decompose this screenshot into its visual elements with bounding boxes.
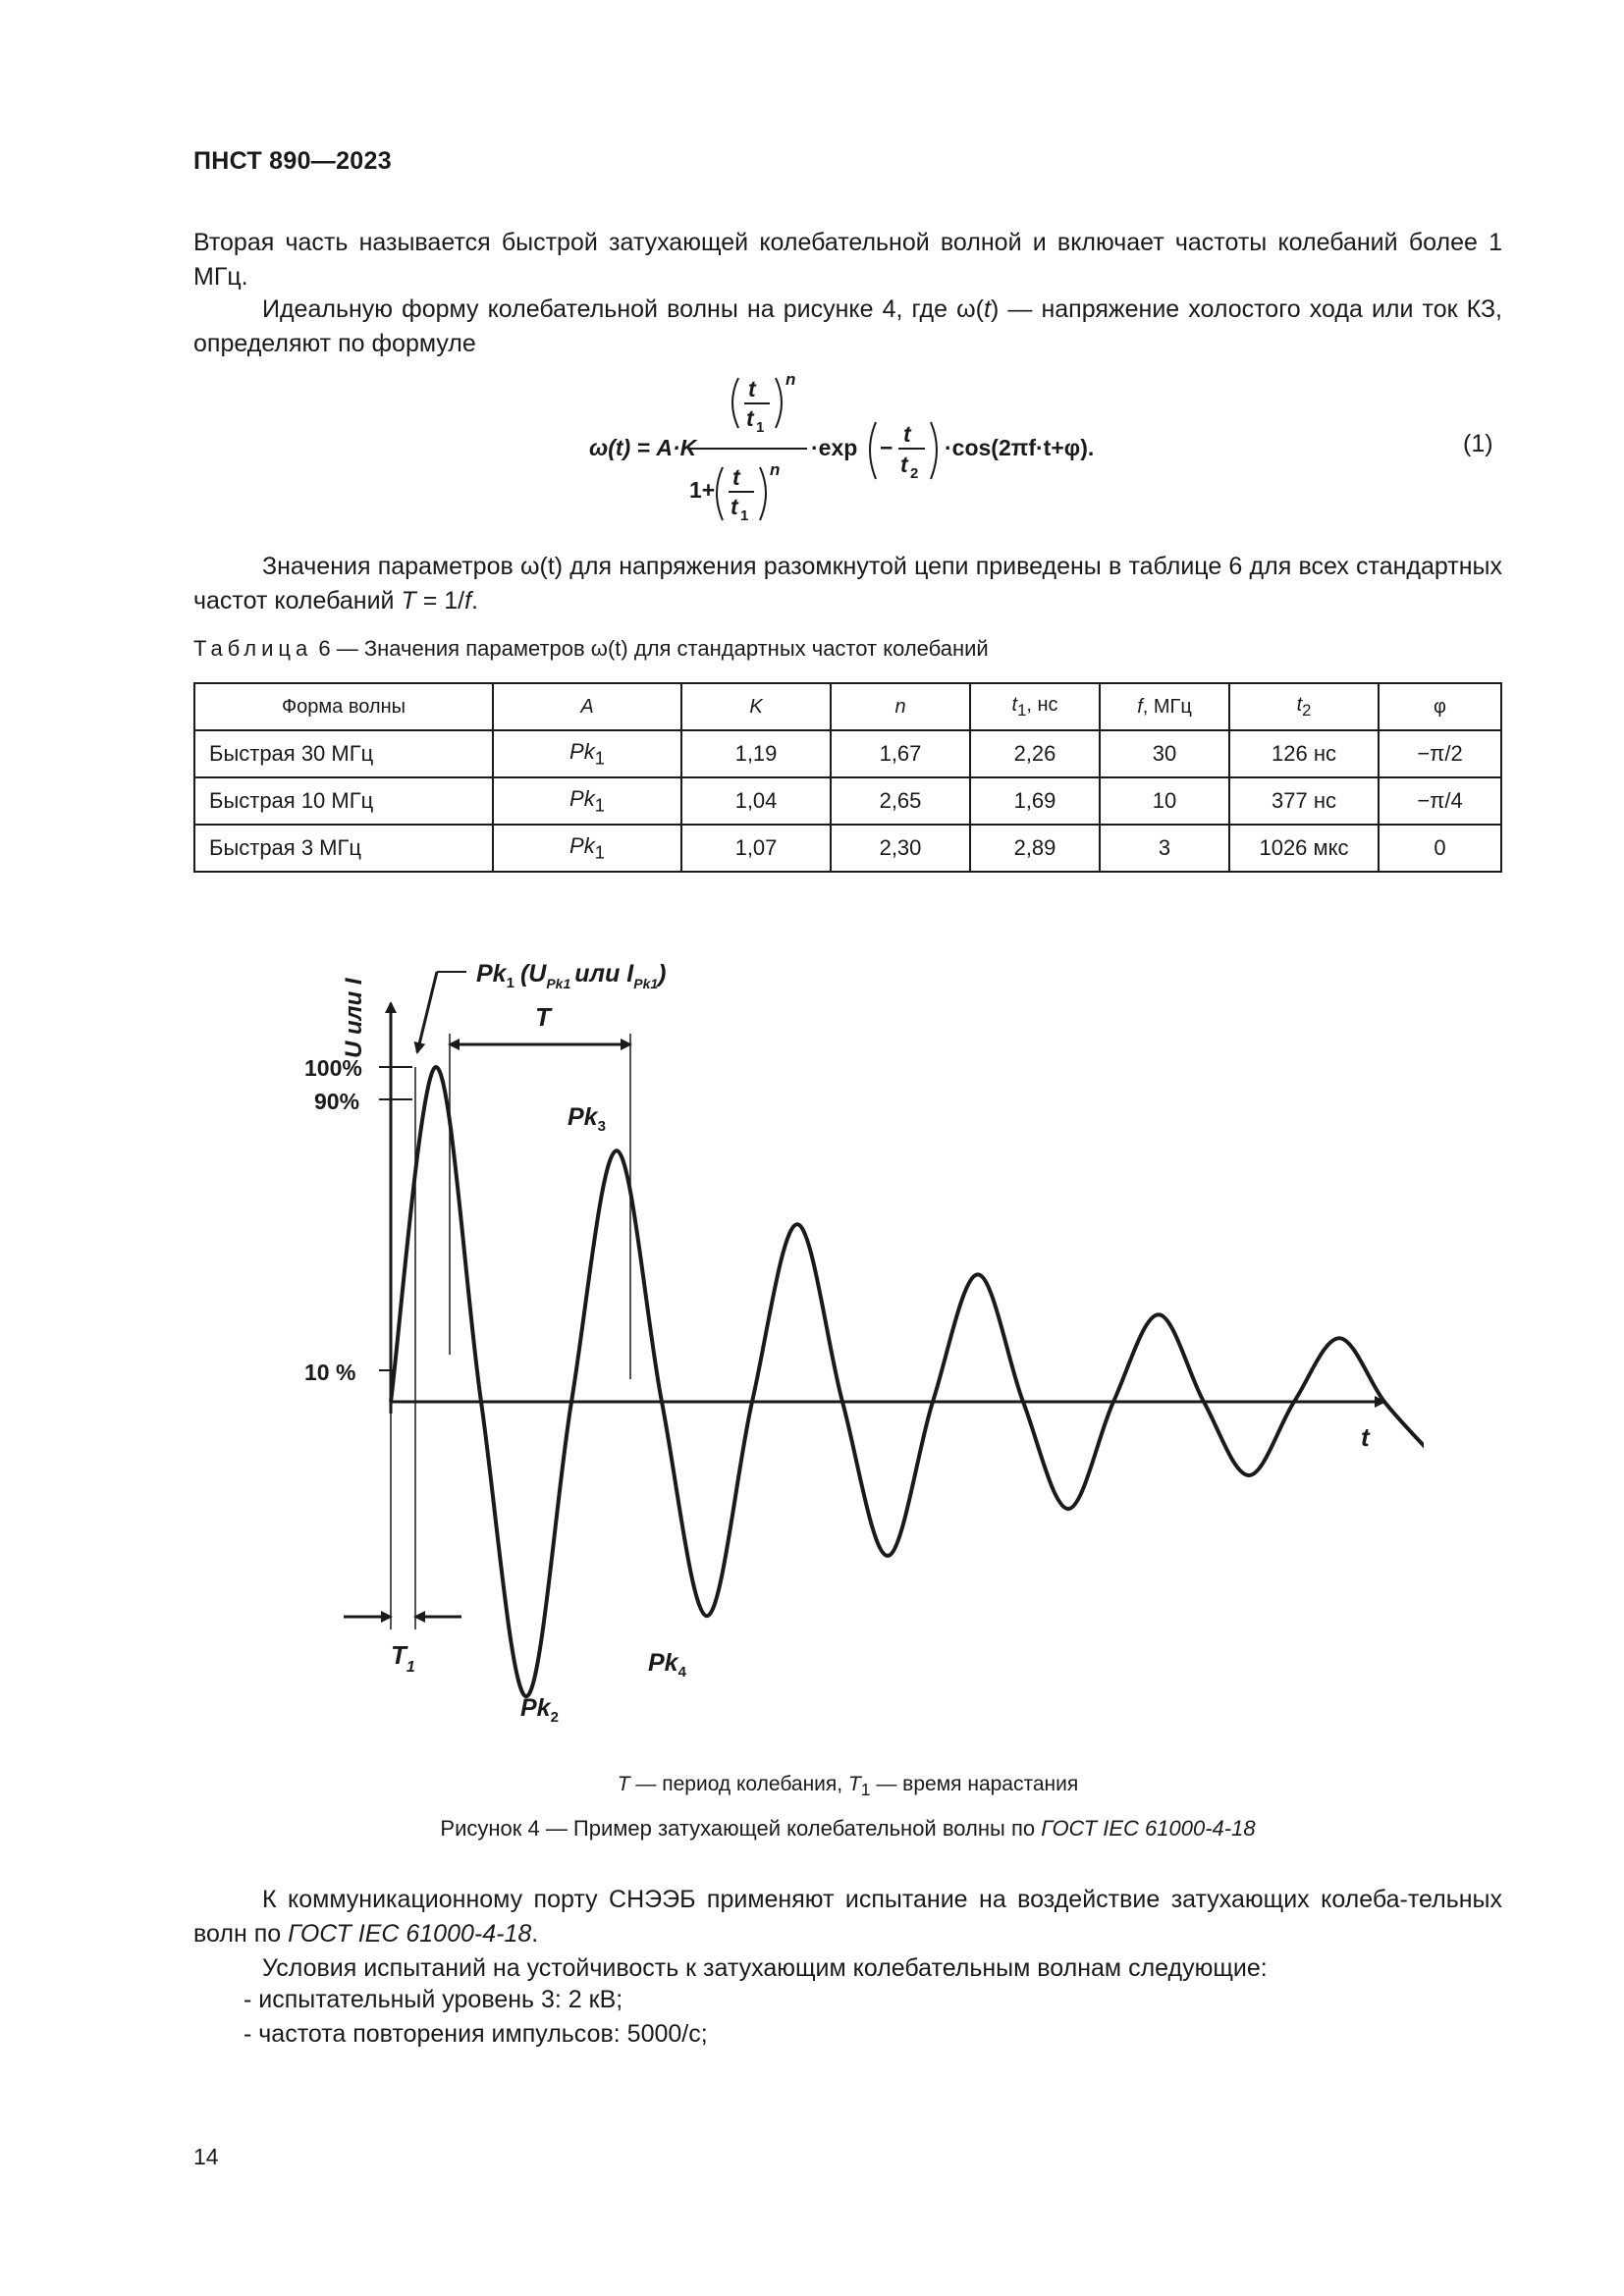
figure-caption-ref: ГОСТ IEC 61000-4-18 <box>1041 1816 1256 1841</box>
formula-exp-minus: − <box>880 435 893 460</box>
formula-den-one-plus: 1+ <box>689 477 716 503</box>
pk3-text: Pk <box>568 1103 598 1131</box>
paragraph-table-ref <box>193 550 1502 618</box>
cell-A-var: Pk <box>569 832 595 858</box>
figure-caption <box>193 1816 1502 1842</box>
th-n-text: n <box>894 695 906 718</box>
pk2-sub: 2 <box>550 1709 559 1726</box>
cell-wave: Быстрая 3 МГц <box>194 825 493 872</box>
th-t2 <box>1229 683 1379 730</box>
cell-A-sub: 1 <box>594 841 605 863</box>
p3-f: f <box>464 587 472 614</box>
table-caption <box>193 636 989 662</box>
cell-t1: 1,69 <box>970 777 1100 825</box>
paragraph-fast-wave-text: Вторая часть называется быстрой затухающей колебательной волной и включает частоты колебаний более 1 МГц. <box>193 229 1502 291</box>
cell-t1: 2,26 <box>970 730 1100 777</box>
p3-before: Значения параметров ω(t) для напряжения разомкнутой цепи приведены в таблице 6 для всех стандартных частот колебаний <box>193 553 1502 614</box>
th-wave: Форма волны <box>194 683 493 730</box>
cell-phi: −π/4 <box>1379 777 1501 825</box>
pk2-text: Pk <box>520 1694 551 1722</box>
cell-A-var: Pk <box>569 785 595 811</box>
pk1-close: ) <box>658 960 667 988</box>
formula-paren-right-exp <box>931 422 937 479</box>
formula-num-t: t <box>748 376 756 401</box>
rise-label-T: T <box>391 1640 406 1670</box>
pk3-label <box>568 1103 606 1135</box>
formula-cos: ·cos(2πf·t+φ). <box>945 435 1095 460</box>
p2-var-t: t <box>984 295 991 323</box>
pk1-sub: 1 <box>506 975 514 991</box>
paragraph-test-conditions: Условия испытаний на устойчивость к затухающим колебательным волнам следующие: <box>262 1954 1268 1982</box>
cell-A <box>493 777 681 825</box>
ytick-label-90: 90% <box>314 1089 360 1114</box>
figure-legend <box>193 1773 1502 1800</box>
parameters-table <box>193 682 1502 873</box>
th-t1-var: t <box>1011 693 1018 716</box>
cell-A <box>493 825 681 872</box>
formula-1 <box>579 363 1129 535</box>
document-id: ПНСТ 890—2023 <box>193 147 392 175</box>
cell-wave: Быстрая 30 МГц <box>194 730 493 777</box>
cell-t2: 1026 мкс <box>1229 825 1379 872</box>
cell-K: 1,07 <box>681 825 831 872</box>
ytick-label-100: 100% <box>304 1055 362 1081</box>
th-phi: φ <box>1379 683 1501 730</box>
cell-t2: 377 нс <box>1229 777 1379 825</box>
th-t1 <box>970 683 1100 730</box>
paragraph-fast-wave <box>193 226 1502 294</box>
formula-paren-right-den <box>760 467 766 520</box>
formula-exp-t: t <box>903 421 911 447</box>
legend-mid: — период колебания, <box>629 1773 848 1795</box>
cell-A-sub: 1 <box>594 747 605 769</box>
formula-den-t1-sub: 1 <box>740 507 749 524</box>
legend-T1-sub: 1 <box>860 1780 871 1800</box>
th-K-text: K <box>749 695 763 718</box>
legend-end: — время нарастания <box>870 1773 1079 1795</box>
th-f-var: f <box>1137 695 1143 718</box>
x-axis-label: t <box>1361 1422 1370 1452</box>
formula-num-exp-n: n <box>785 370 796 389</box>
table-caption-label: Таблица <box>193 636 313 661</box>
cell-n: 2,30 <box>831 825 970 872</box>
formula-lhs: ω(t) = A·K <box>589 435 697 460</box>
p4-ref: ГОСТ IEC 61000-4-18 <box>288 1920 532 1948</box>
waveform-curve <box>391 1067 1424 1696</box>
table-caption-text: 6 — Значения параметров ω(t) для стандартных частот колебаний <box>318 636 989 661</box>
p3-eq: = 1/ <box>415 587 465 614</box>
cell-wave: Быстрая 10 МГц <box>194 777 493 825</box>
cell-f: 10 <box>1100 777 1229 825</box>
pk1-u-sub: Pk1 <box>546 976 571 991</box>
ytick-label-10: 10 % <box>304 1360 356 1385</box>
pk4-text: Pk <box>648 1649 678 1677</box>
pk2-label <box>520 1694 559 1726</box>
cell-phi: −π/2 <box>1379 730 1501 777</box>
th-t2-sub: 2 <box>1302 700 1312 720</box>
th-t2-var: t <box>1296 693 1303 716</box>
paragraph-ideal-form <box>193 293 1502 361</box>
list-item: - частота повторения импульсов: 5000/с; <box>244 2020 708 2048</box>
th-K <box>681 683 831 730</box>
y-axis-label: U или I <box>341 978 367 1058</box>
pk4-label <box>648 1649 687 1681</box>
pk1-text: Pk <box>476 960 507 988</box>
th-n <box>831 683 970 730</box>
th-A-text: A <box>580 695 594 718</box>
paragraph-test-application <box>193 1883 1502 1951</box>
list-item: - испытательный уровень 3: 2 кВ; <box>244 1986 623 2013</box>
formula-paren-left-exp <box>870 422 876 479</box>
formula-den-exp-n: n <box>770 460 781 479</box>
table-row <box>194 730 1501 777</box>
cell-K: 1,04 <box>681 777 831 825</box>
legend-T: T <box>617 1773 630 1795</box>
pk1-paren: (U <box>519 960 547 988</box>
cell-A <box>493 730 681 777</box>
cell-n: 2,65 <box>831 777 970 825</box>
formula-paren-left-num <box>732 378 738 428</box>
pk1-i-sub: Pk1 <box>633 976 659 991</box>
formula-exp: ·exp <box>811 435 858 460</box>
p3-end: . <box>471 587 478 614</box>
formula-num-t1-sub: 1 <box>756 419 765 436</box>
rise-label <box>391 1640 415 1676</box>
table-row <box>194 825 1501 872</box>
cell-f: 30 <box>1100 730 1229 777</box>
cell-n: 1,67 <box>831 730 970 777</box>
th-t1-unit: , нс <box>1026 693 1058 716</box>
rise-label-sub: 1 <box>406 1659 415 1676</box>
formula-number: (1) <box>1463 430 1493 457</box>
page-number: 14 <box>193 2144 219 2169</box>
cell-t1: 2,89 <box>970 825 1100 872</box>
cell-phi: 0 <box>1379 825 1501 872</box>
pk3-sub: 3 <box>597 1118 606 1135</box>
th-t1-sub: 1 <box>1017 700 1027 720</box>
th-A <box>493 683 681 730</box>
formula-den-t: t <box>732 464 740 490</box>
th-f <box>1100 683 1229 730</box>
legend-T1: T <box>847 1773 861 1795</box>
formula-den-t1: t <box>731 494 738 519</box>
p3-T: T <box>401 587 416 614</box>
p2-after: ) — напряжение холостого хода или ток КЗ, определяют по формуле <box>193 295 1502 357</box>
formula-paren-left-den <box>717 467 723 520</box>
cell-K: 1,19 <box>681 730 831 777</box>
th-f-unit: , МГц <box>1142 695 1192 718</box>
table-header-row <box>194 683 1501 730</box>
period-label: T <box>535 1002 551 1032</box>
p4-end: . <box>531 1920 539 1948</box>
figure-caption-text: Рисунок 4 — Пример затухающей колебательной волны по <box>440 1816 1042 1841</box>
pk1-label <box>476 960 667 991</box>
cell-A-var: Pk <box>569 738 595 764</box>
pk4-sub: 4 <box>677 1664 686 1681</box>
cell-A-sub: 1 <box>594 794 605 816</box>
cell-f: 3 <box>1100 825 1229 872</box>
formula-paren-right-num <box>776 378 782 428</box>
formula-exp-t2: t <box>900 452 908 477</box>
formula-num-t1: t <box>746 405 754 431</box>
cell-t2: 126 нс <box>1229 730 1379 777</box>
p4-before: К коммуникационному порту СНЭЭБ применяют испытание на воздействие затухающих колеба-тельных волн по <box>193 1886 1502 1948</box>
damped-wave-chart <box>285 933 1424 1747</box>
p2-before: Идеальную форму колебательной волны на рисунке 4, где ω( <box>262 295 984 323</box>
formula-exp-t2-sub: 2 <box>910 465 919 482</box>
table-row <box>194 777 1501 825</box>
pk1-or: или I <box>574 960 634 988</box>
pk1-arrow <box>417 972 437 1052</box>
